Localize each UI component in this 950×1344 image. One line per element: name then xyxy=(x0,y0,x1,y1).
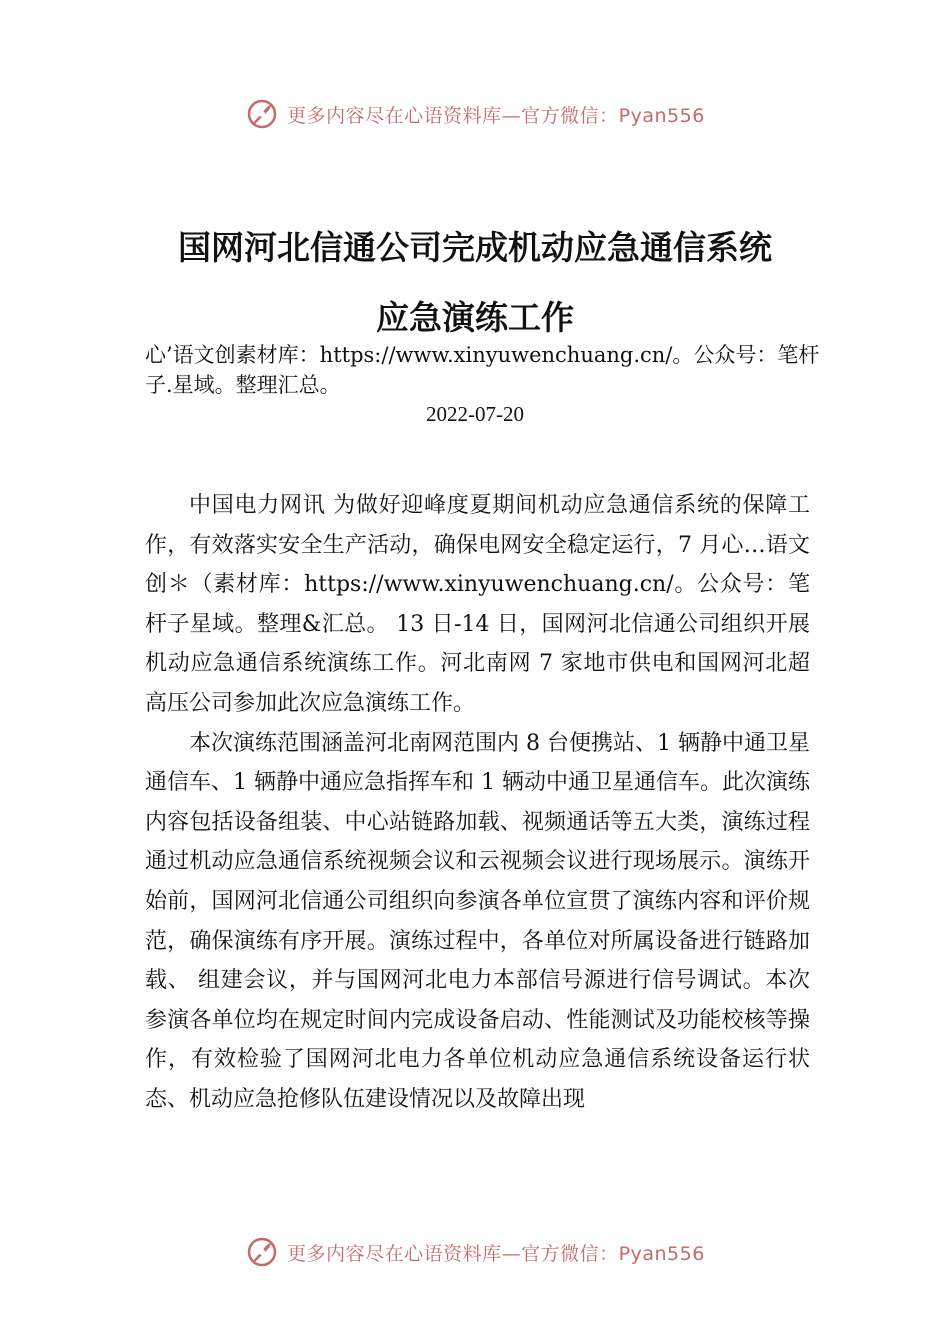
source-note: 心’语文创素材库：https://www.xinyuwenchuang.cn/。公众号：笔杆子.星域。整理汇总。 xyxy=(145,343,820,397)
document-title-line-1: 国网河北信通公司完成机动应急通信系统 xyxy=(178,228,772,267)
article-body xyxy=(145,486,810,1120)
publish-date: 2022-07-20 xyxy=(426,402,524,426)
banner-text: 更多内容尽在心语资料库—官方微信：Pyan556 xyxy=(287,1242,705,1265)
document-title-line-2: 应急演练工作 xyxy=(376,298,574,337)
header-banner xyxy=(0,94,950,134)
paragraph-2: 本次演练范围涵盖河北南网范围内 8 台便携站、1 辆静中通卫星通信车、1 辆静中通应急指挥车和 1 辆动中通卫星通信车。此次演练内容包括设备组装、中心站链路加载、视频通话等五大类，演练过程通过机动应急通信系统视频会议和云视频会议进行现场展示。演练开始前，国网河北信通公司组织向参演各单位宣贯了演练内容和评价规范，确保演练有序开展。演练过程中，各单位对所属设备进行链路加载、 组建会议，并与国网河北电力本部信号源进行信号调试。本次参演各单位均在规定时间内完成设备启动、性能测试及功能校核等操作，有效检验了国网河北电力各单位机动应急通信系统设备运行状态、机动应急抢修队伍建设情况以及故障出现 xyxy=(145,730,810,1112)
paragraph-1: 中国电力网讯 为做好迎峰度夏期间机动应急通信系统的保障工作，有效落实安全生产活动，确保电网安全稳定运行，7 月心…语文创＊（素材库：https://www.xinyuwenchuang.cn/。公众号：笔杆子星域。整理&汇总。 13 日-14 日，国网河北信通公司组织开展机动应急通信系统演练工作。河北南网 7 家地市供电和国网河北超高压公司参加此次应急演练工作。 xyxy=(145,493,810,716)
quill-logo-icon xyxy=(245,97,279,131)
footer-banner xyxy=(0,1232,950,1272)
banner-text: 更多内容尽在心语资料库—官方微信：Pyan556 xyxy=(287,104,705,127)
quill-logo-icon xyxy=(245,1235,279,1269)
